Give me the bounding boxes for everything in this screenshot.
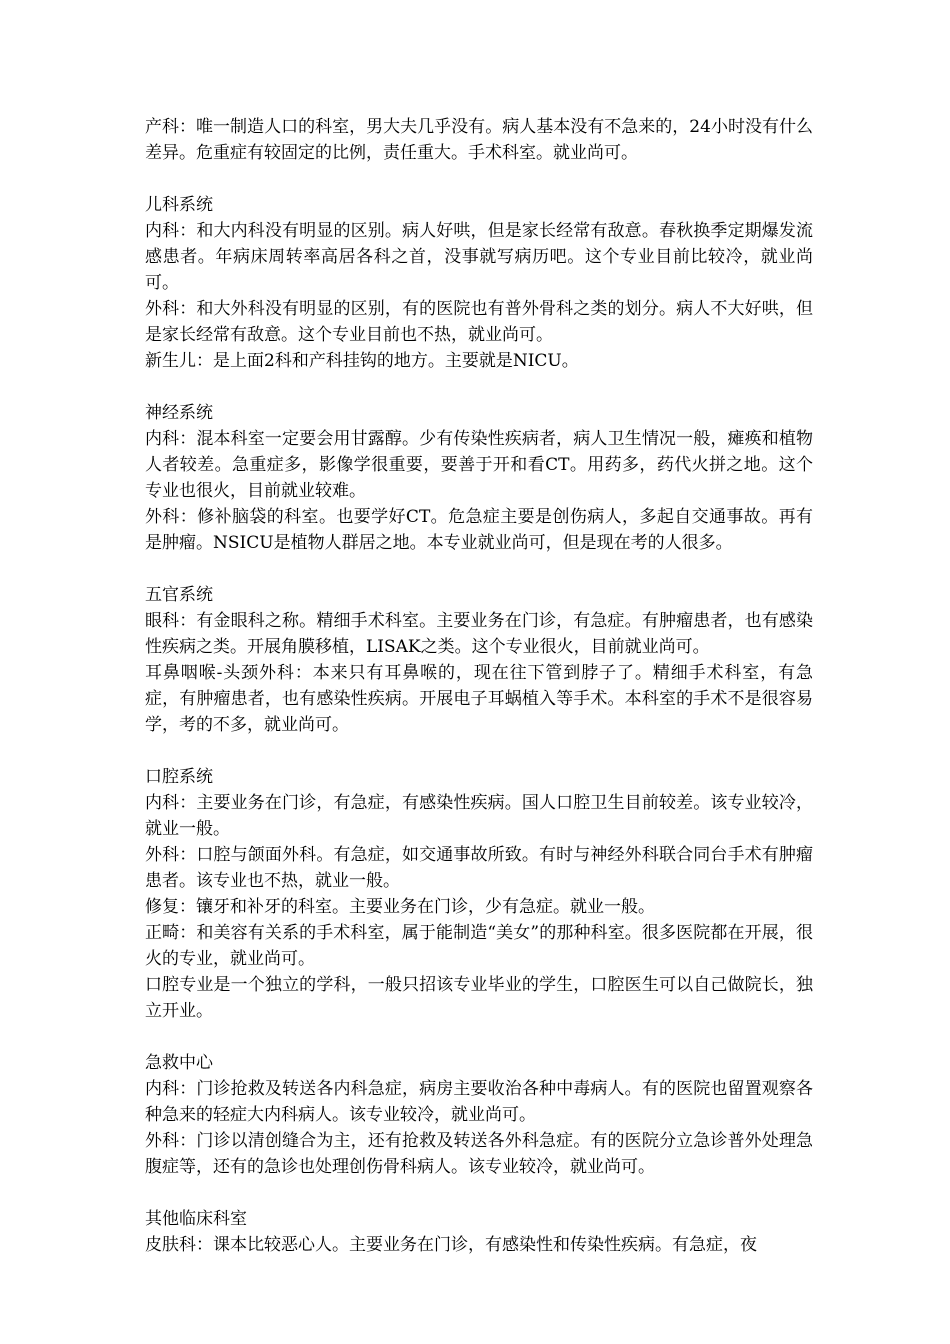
spacer (145, 374, 813, 400)
section-heading-pediatrics: 儿科系统 (145, 195, 213, 215)
prosthodontics-paragraph: 修复：镶牙和补牙的科室。主要业务在门诊，少有急症。就业一般。 (145, 897, 655, 917)
spacer (145, 1024, 813, 1050)
document-page (145, 114, 813, 1258)
pediatrics-internal-paragraph: 内科：和大内科没有明显的区别。病人好哄，但是家长经常有敌意。春秋换季定期爆发流感患者。年病床周转率高居各科之首，没事就写病历吧。这个专业目前比较冷，就业尚可。 (145, 221, 813, 293)
spacer (145, 166, 813, 192)
spacer (145, 1180, 813, 1206)
emergency-internal-paragraph: 内科：门诊抢救及转送各内科急症，病房主要收治各种中毒病人。有的医院也留置观察各种急来的轻症大内科病人。该专业较冷，就业尚可。 (145, 1079, 813, 1125)
emergency-surgery-paragraph: 外科：门诊以清创缝合为主，还有抢救及转送各外科急症。有的医院分立急诊普外处理急腹症等，还有的急诊也处理创伤骨科病人。该专业较冷，就业尚可。 (145, 1131, 813, 1177)
neonatal-paragraph: 新生儿：是上面2科和产科挂钩的地方。主要就是NICU。 (145, 351, 579, 371)
stomatology-note-paragraph: 口腔专业是一个独立的学科，一般只招该专业毕业的学生，口腔医生可以自己做院长，独立开业。 (145, 975, 813, 1021)
pediatrics-surgery-paragraph: 外科：和大外科没有明显的区别，有的医院也有普外骨科之类的划分。病人不大好哄，但是家长经常有敌意。这个专业目前也不热，就业尚可。 (145, 299, 813, 345)
dermatology-paragraph: 皮肤科：课本比较恶心人。主要业务在门诊，有感染性和传染性疾病。有急症，夜 (145, 1235, 757, 1255)
section-heading-facial-organs: 五官系统 (145, 585, 213, 605)
spacer (145, 556, 813, 582)
ent-paragraph: 耳鼻咽喉-头颈外科：本来只有耳鼻喉的，现在往下管到脖子了。精细手术科室，有急症，有肿瘤患者，也有感染性疾病。开展电子耳蜗植入等手术。本科室的手术不是很容易学，考的不多，就业尚可。 (145, 663, 813, 735)
section-heading-stomatology: 口腔系统 (145, 767, 213, 787)
spacer (145, 738, 813, 764)
orthodontics-paragraph: 正畸：和美容有关系的手术科室，属于能制造“美女”的那种科室。很多医院都在开展，很火的专业，就业尚可。 (145, 923, 813, 969)
neurosurgery-paragraph: 外科：修补脑袋的科室。也要学好CT。危急症主要是创伤病人，多起自交通事故。再有是肿瘤。NSICU是植物人群居之地。本专业就业尚可，但是现在考的人很多。 (145, 507, 813, 553)
obstetrics-paragraph: 产科：唯一制造人口的科室，男大夫几乎没有。病人基本没有不急来的，24小时没有什么差异。危重症有较固定的比例，责任重大。手术科室。就业尚可。 (145, 117, 813, 163)
neurology-internal-paragraph: 内科：混本科室一定要会用甘露醇。少有传染性疾病者，病人卫生情况一般，瘫痪和植物人者较差。急重症多，影像学很重要，要善于开和看CT。用药多，药代火拼之地。这个专业也很火，目前就业较难。 (145, 429, 813, 501)
oral-surgery-paragraph: 外科：口腔与颌面外科。有急症，如交通事故所致。有时与神经外科联合同台手术有肿瘤患者。该专业也不热，就业一般。 (145, 845, 813, 891)
section-heading-other: 其他临床科室 (145, 1209, 247, 1229)
ophthalmology-paragraph: 眼科：有金眼科之称。精细手术科室。主要业务在门诊，有急症。有肿瘤患者，也有感染性疾病之类。开展角膜移植，LISAK之类。这个专业很火，目前就业尚可。 (145, 611, 813, 657)
oral-internal-paragraph: 内科：主要业务在门诊，有急症，有感染性疾病。国人口腔卫生目前较差。该专业较冷，就业一般。 (145, 793, 813, 839)
section-heading-neurology: 神经系统 (145, 403, 213, 423)
section-heading-emergency: 急救中心 (145, 1053, 213, 1073)
